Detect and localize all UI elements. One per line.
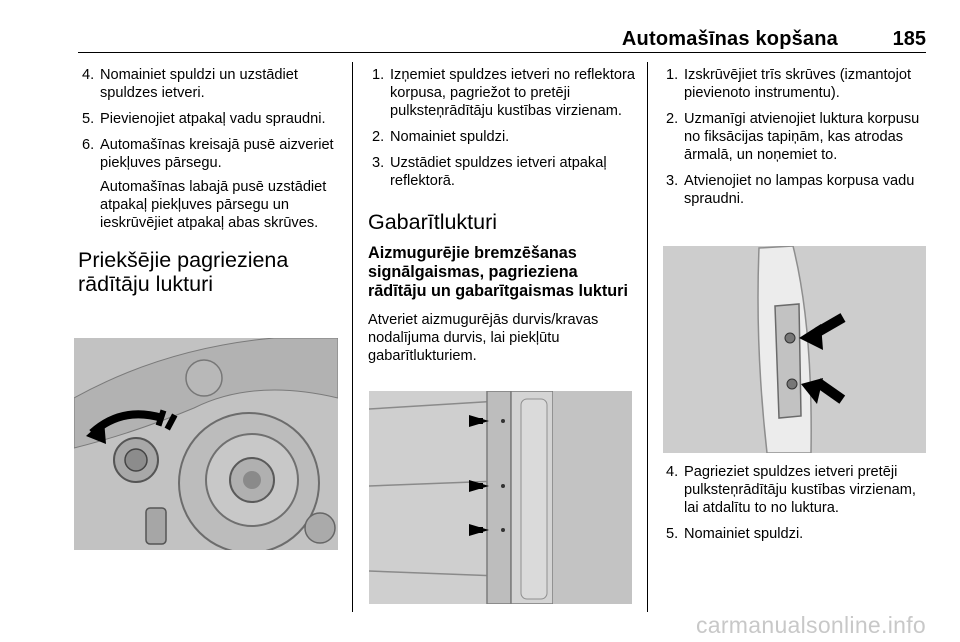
- step-text: Atvienojiet no lampas korpusa vadu spraudni.: [684, 173, 915, 207]
- step-item: [662, 172, 928, 208]
- column-1: [78, 66, 342, 306]
- lamp-housing-drawing: [663, 246, 926, 453]
- step-text: Pagrieziet spuldzes ietveri pretēji pulksteņrādītāju kustības virzienam, lai atdalītu to no luktura.: [684, 464, 916, 516]
- step-list: [662, 66, 928, 208]
- headlamp-housing-drawing: [74, 338, 338, 550]
- column-3-continued: [662, 463, 928, 551]
- rear-door-drawing: [369, 391, 632, 604]
- column-divider: [352, 62, 353, 612]
- column-divider: [647, 62, 648, 612]
- step-number: 6.: [82, 137, 95, 153]
- step-item: [78, 66, 342, 102]
- body-paragraph: Atveriet aizmugurējās durvis/kravas nodalījuma durvis, lai piekļūtu gabarītlukturiem.: [368, 312, 599, 364]
- step-item: [662, 525, 928, 543]
- section-heading: Gabarītlukturi: [368, 210, 498, 234]
- column-2: [368, 66, 638, 375]
- front-indicator-illustration: [74, 338, 338, 550]
- step-text: Automašīnas kreisajā pusē aizveriet piekļuves pārsegu.: [100, 137, 334, 171]
- step-text: Uzstādiet spuldzes ietveri atpakaļ reflektorā.: [390, 155, 607, 189]
- step-item: [78, 110, 342, 128]
- lamp-housing-screws-illustration: [663, 246, 926, 453]
- step-list: [78, 66, 342, 172]
- step-item: [368, 154, 638, 190]
- section-heading: Priekšējie pagrieziena rādītāju lukturi: [78, 248, 289, 296]
- watermark: carmanualsonline.info: [695, 612, 926, 638]
- step-text: Nomainiet spuldzi un uzstādiet spuldzes ietveri.: [100, 67, 298, 101]
- step-text: Nomainiet spuldzi.: [390, 129, 510, 145]
- step-number: 5.: [82, 111, 95, 127]
- step-item: [78, 136, 342, 172]
- step-number: 4.: [82, 67, 95, 83]
- step-text: Izņemiet spuldzes ietveri no reflektora korpusa, pagriežot to pretēji pulksteņrādītāju kustības virzienam.: [390, 67, 635, 119]
- step-item: [662, 110, 928, 164]
- rear-lamp-door-illustration: [369, 391, 632, 604]
- step-number: 1.: [666, 67, 679, 83]
- step-number: 2.: [666, 111, 679, 127]
- section-title: Automašīnas kopšana: [621, 28, 838, 50]
- step-number: 2.: [372, 129, 385, 145]
- step-number: 4.: [666, 464, 679, 480]
- step-number: 5.: [666, 526, 679, 542]
- step-item: [368, 66, 638, 120]
- step-number: 3.: [666, 173, 679, 189]
- step-number: 3.: [372, 155, 385, 171]
- step-item: [368, 128, 638, 146]
- step-text: Izskrūvējiet trīs skrūves (izmantojot pievienoto instrumentu).: [684, 67, 912, 101]
- step-item: [662, 66, 928, 102]
- step-text: Nomainiet spuldzi.: [684, 526, 804, 542]
- subsection-heading: Aizmugurējie bremzēšanas signālgaismas, pagrieziena rādītāju un gabarītgaismas lukturi: [368, 244, 628, 300]
- column-3: [662, 66, 928, 216]
- step-list: [662, 463, 928, 543]
- page-number: 185: [892, 28, 926, 50]
- step-number: 1.: [372, 67, 385, 83]
- step-text: Uzmanīgi atvienojiet luktura korpusu no fiksācijas tapiņām, kas atrodas ārmalā, un noņemiet to.: [684, 111, 920, 163]
- step-text: Pievienojiet atpakaļ vadu spraudni.: [100, 111, 326, 127]
- step-subtext: Automašīnas labajā pusē uzstādiet atpakaļ piekļuves pārsegu un ieskrūvējiet atpakaļ abas skrūves.: [100, 179, 327, 231]
- page-header: [78, 28, 926, 53]
- step-list: [368, 66, 638, 190]
- step-item: [662, 463, 928, 517]
